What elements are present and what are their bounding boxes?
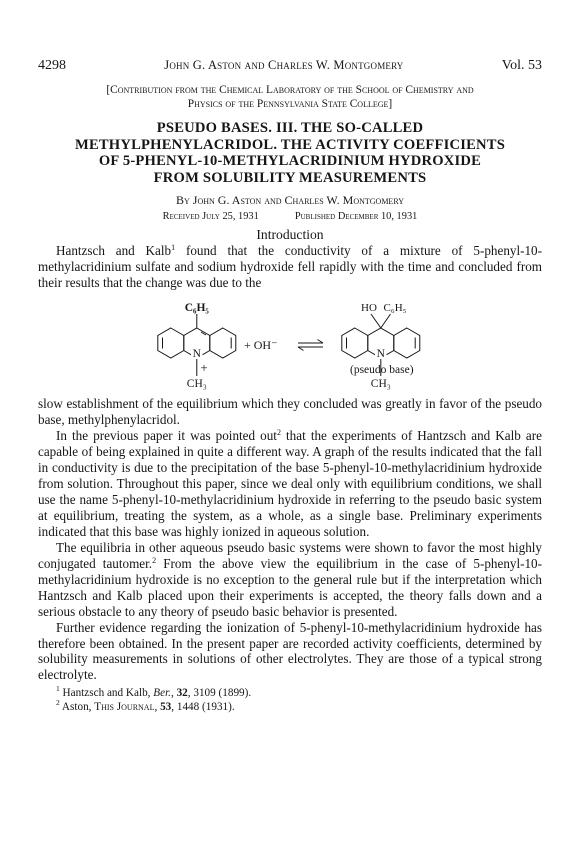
paragraph-1-text-a: Hantzsch and Kalb (56, 243, 172, 259)
left-nitrogen-label: N (192, 348, 201, 361)
contribution-note (38, 83, 542, 111)
footnote-2-number: 2 (56, 697, 60, 707)
paragraph-1 (38, 243, 542, 291)
left-ring-right (210, 328, 236, 358)
received-date: Received July 25, 1931 (162, 211, 259, 223)
running-head-authors: John G. Aston and Charles W. Montgomery (164, 58, 404, 72)
footnote-1 (56, 684, 542, 701)
footnote-1-authors: Hantzsch and Kalb, (59, 687, 154, 700)
footnote-1-journal: Ber. (153, 687, 171, 700)
footnote-2 (56, 697, 542, 715)
title-line-3: OF 5-PHENYL-10-METHYLACRIDINIUM HYDROXIDE (98, 153, 482, 170)
footnote-1-pages: , 3109 (1899). (187, 687, 252, 700)
paragraph-2 (38, 428, 542, 540)
running-head (38, 58, 542, 74)
footnote-ref-2b[interactable]: 2 (152, 555, 157, 565)
paragraph-1-text-b: found that the conductivity of a mixture of 5-phenyl-10-methylacridinium sulfate and sodium hydroxide fell rapidly with the time and concluded from their results that the change was due to the (38, 243, 543, 291)
byline: By John G. Aston and Charles W. Montgomery (176, 193, 404, 208)
right-phenyl-label: C₆H₅ (383, 302, 407, 315)
contribution-line-2: Physics of the Pennsylvania State College] (187, 98, 393, 110)
page-number: 4298 (38, 58, 66, 73)
paragraph-2-text-a: In the previous paper it was pointed out (56, 428, 277, 444)
right-nitrogen-label: N (376, 348, 385, 361)
footnote-2-pages: , 1448 (1931). (171, 700, 235, 713)
section-heading: Introduction (256, 227, 324, 243)
footnote-ref-2[interactable]: 2 (276, 428, 281, 438)
contribution-line-1: [Contribution from the Chemical Laboratory of the School of Chemistry and (106, 84, 474, 96)
left-ring-left (158, 328, 184, 358)
right-hydroxyl-label: HO (361, 302, 377, 315)
date-line (38, 211, 542, 222)
journal-page (38, 58, 542, 715)
title-line-2: METHYLPHENYLACRIDOL. THE ACTIVITY COEFFICIENTS (74, 136, 506, 153)
published-date: Published December 10, 1931 (294, 211, 418, 223)
equilibrium-diagram (38, 292, 542, 392)
right-ring-right (394, 328, 420, 358)
paragraph-1-continued: slow establishment of the equilibrium which they concluded was greatly in favor of the pseudo base, methylphenylacridol. (38, 396, 542, 428)
volume-number: Vol. 53 (501, 58, 542, 73)
right-methyl-label: CH₃ (370, 378, 391, 391)
paragraph-2-text-b: that the experiments of Hantzsch and Kalb are capable of being explained in quite a different way. A graph of the results indicated that the fall in conductivity is due to the precipitation of the base 5-phenyl-10-methylacridinium hydroxide from solution. Throughout this paper, since we deal only with equilibrium conditions, we shall use the name 5-phenyl-10-methylacridinium hydroxide in referring to the pseudo basic system at equilibrium, treating the system, as a whole, as a single base. Preliminary experiments indicated that this base was highly ionized in aqueous solution. (38, 428, 542, 539)
paragraph-3-text-a: The equilibria in other aqueous pseudo basic systems were shown to favor the most highly conjugated tautomer. (38, 539, 542, 571)
left-charge-label: + (200, 360, 208, 376)
left-methyl-label: CH₃ (186, 378, 207, 391)
footnote-1-volume: 32 (176, 687, 188, 700)
pseudo-base-caption: (pseudo base) (350, 364, 414, 376)
title-line-4: FROM SOLUBILITY MEASUREMENTS (153, 169, 427, 186)
left-phenyl-label: C₆H₅ (184, 302, 209, 315)
title-line-1: PSEUDO BASES. III. THE SO-CALLED (156, 120, 424, 136)
footnote-2-volume: 53 (160, 700, 172, 713)
paragraph-3-text-b: From the above view the equilibrium in the case of 5-phenyl-10-methylacridinium hydroxide is no exception to the general rule but if the interpretation which Hantzsch and Kalb placed upon their experiments is accepted, the theory falls down and a serious obstacle to any theory of pseudo basic behavior is presented. (38, 555, 543, 619)
footnote-2-authors: Aston, (59, 700, 95, 713)
paragraph-3 (38, 540, 542, 620)
footnotes (38, 684, 542, 714)
footnote-2-sep: , (154, 700, 161, 713)
footnote-1-sep: , (170, 687, 177, 700)
footnote-2-journal: This Journal (94, 700, 155, 713)
paragraph-4: Further evidence regarding the ionization of 5-phenyl-10-methylacridinium hydroxide has therefore been obtained. In the present paper are recorded activity coefficients, determined by solubility measurements in solutions of other electrolytes. They are those of a typical strong electrolyte. (38, 619, 542, 683)
footnote-ref-1[interactable]: 1 (171, 243, 176, 253)
right-ring-left (342, 328, 368, 358)
article-title (38, 120, 542, 186)
footnote-1-number: 1 (56, 684, 60, 694)
hydroxide-reagent: + OH⁻ (244, 338, 278, 353)
